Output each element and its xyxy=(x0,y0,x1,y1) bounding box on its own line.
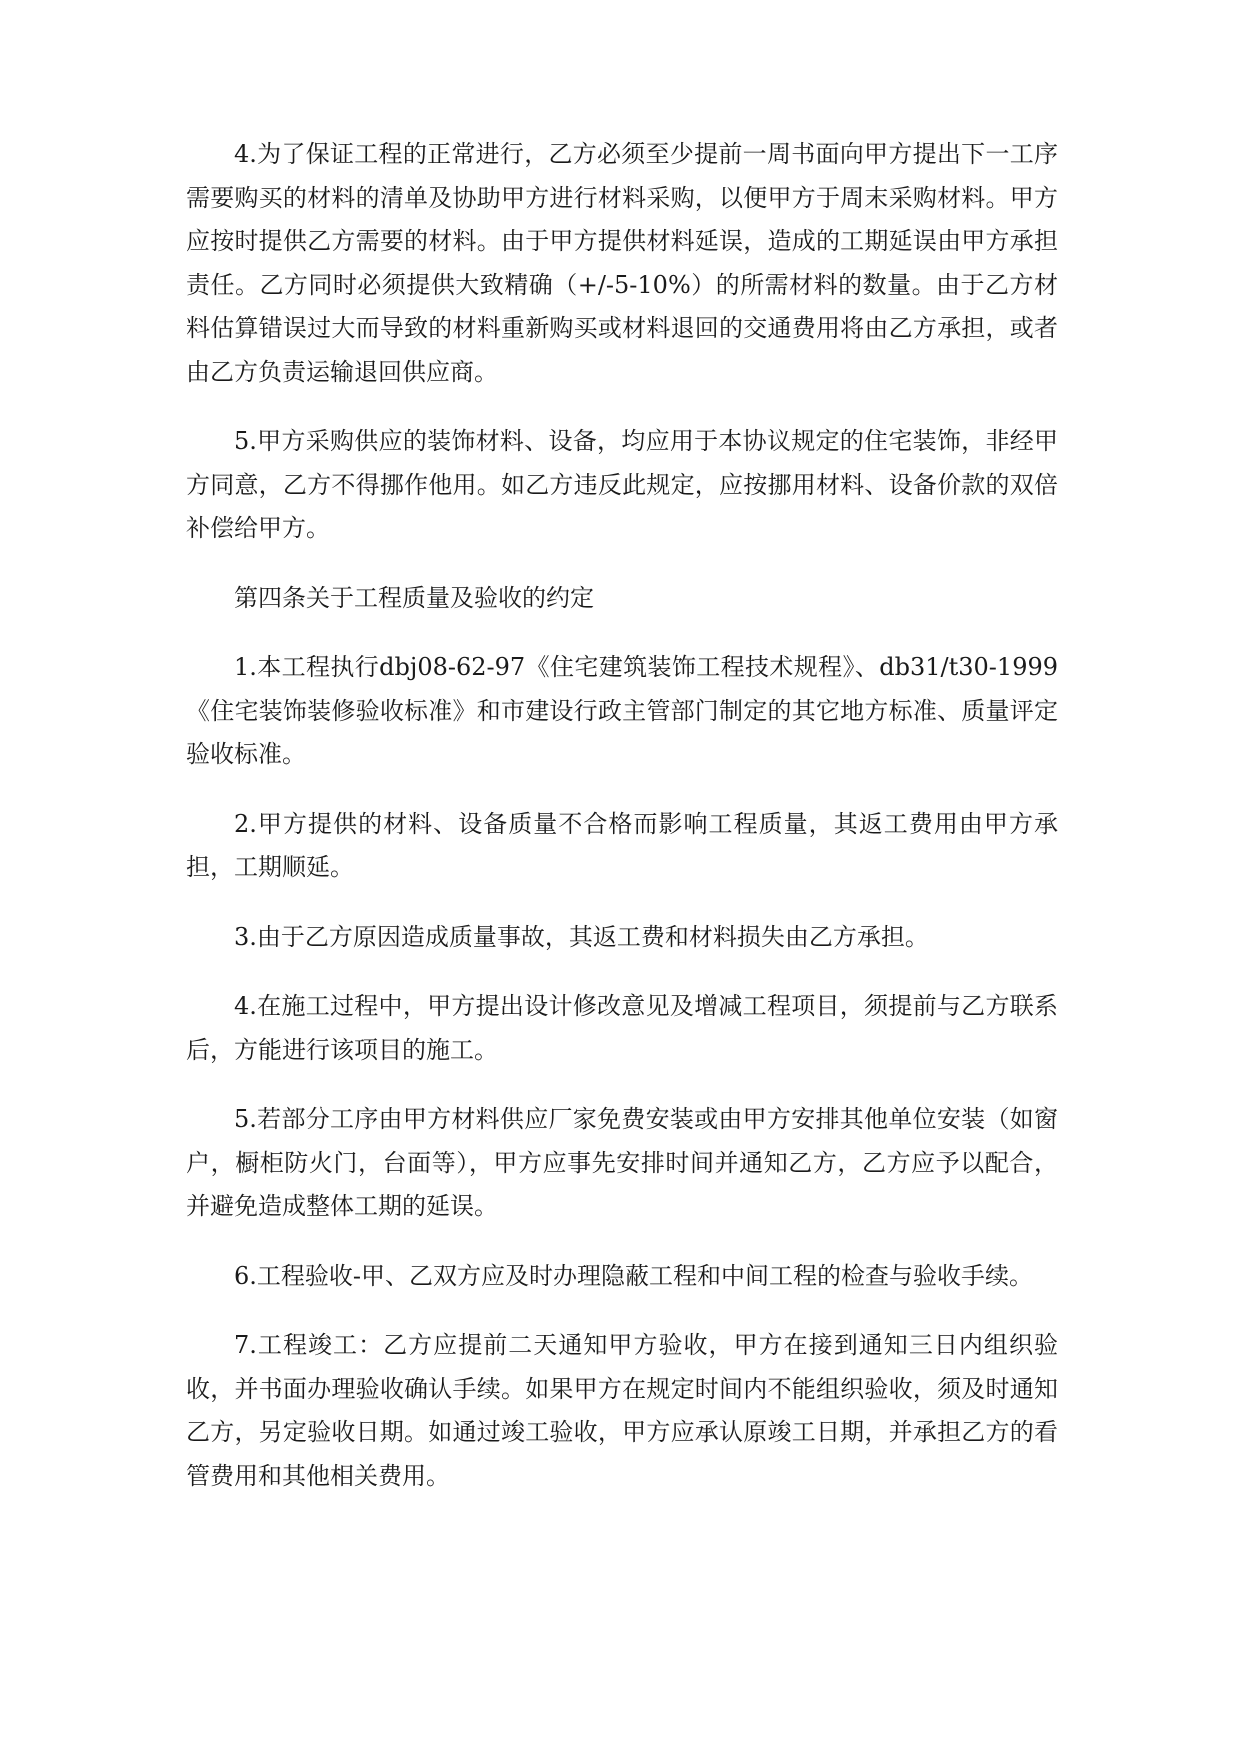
paragraph-material-procurement: 4.为了保证工程的正常进行，乙方必须至少提前一周书面向甲方提出下一工序需要购买的材料的清单及协助甲方进行材料采购，以便甲方于周末采购材料。甲方应按时提供乙方需要的材料。由于甲方提供材料延误，造成的工期延误由甲方承担责任。乙方同时必须提供大致精确（+/-5-10%）的所需材料的数量。由于乙方材料估算错误过大而导致的材料重新购买或材料退回的交通费用将由乙方承担，或者由乙方负责运输退回供应商。 xyxy=(186,140,1058,386)
paragraph-standards: 1.本工程执行dbj08-62-97《住宅建筑装饰工程技术规程》、db31/t30-1999《住宅装饰装修验收标准》和市建设行政主管部门制定的其它地方标准、质量评定验收标准。 xyxy=(186,653,1058,768)
section-heading-article-4: 第四条关于工程质量及验收的约定 xyxy=(234,583,594,612)
paragraph-inspection: 6.工程验收-甲、乙双方应及时办理隐蔽工程和中间工程的检查与验收手续。 xyxy=(234,1261,1034,1290)
document-body xyxy=(186,133,1058,1524)
paragraph-quality-accident: 3.由于乙方原因造成质量事故，其返工费和材料损失由乙方承担。 xyxy=(234,922,929,951)
paragraph-completion: 7.工程竣工：乙方应提前二天通知甲方验收，甲方在接到通知三日内组织验收，并书面办理验收确认手续。如果甲方在规定时间内不能组织验收，须及时通知乙方，另定验收日期。如通过竣工验收，甲方应承认原竣工日期，并承担乙方的看管费用和其他相关费用。 xyxy=(186,1331,1058,1490)
paragraph-design-changes: 4.在施工过程中，甲方提出设计修改意见及增减工程项目，须提前与乙方联系后，方能进行该项目的施工。 xyxy=(186,992,1058,1064)
paragraph-material-quality: 2.甲方提供的材料、设备质量不合格而影响工程质量，其返工费用由甲方承担，工期顺延。 xyxy=(186,809,1058,881)
paragraph-material-usage: 5.甲方采购供应的装饰材料、设备，均应用于本协议规定的住宅装饰，非经甲方同意，乙方不得挪作他用。如乙方违反此规定，应按挪用材料、设备价款的双倍补偿给甲方。 xyxy=(186,427,1058,542)
paragraph-third-party-installation: 5.若部分工序由甲方材料供应厂家免费安装或由甲方安排其他单位安装（如窗户，橱柜防火门，台面等），甲方应事先安排时间并通知乙方，乙方应予以配合，并避免造成整体工期的延误。 xyxy=(186,1105,1058,1220)
